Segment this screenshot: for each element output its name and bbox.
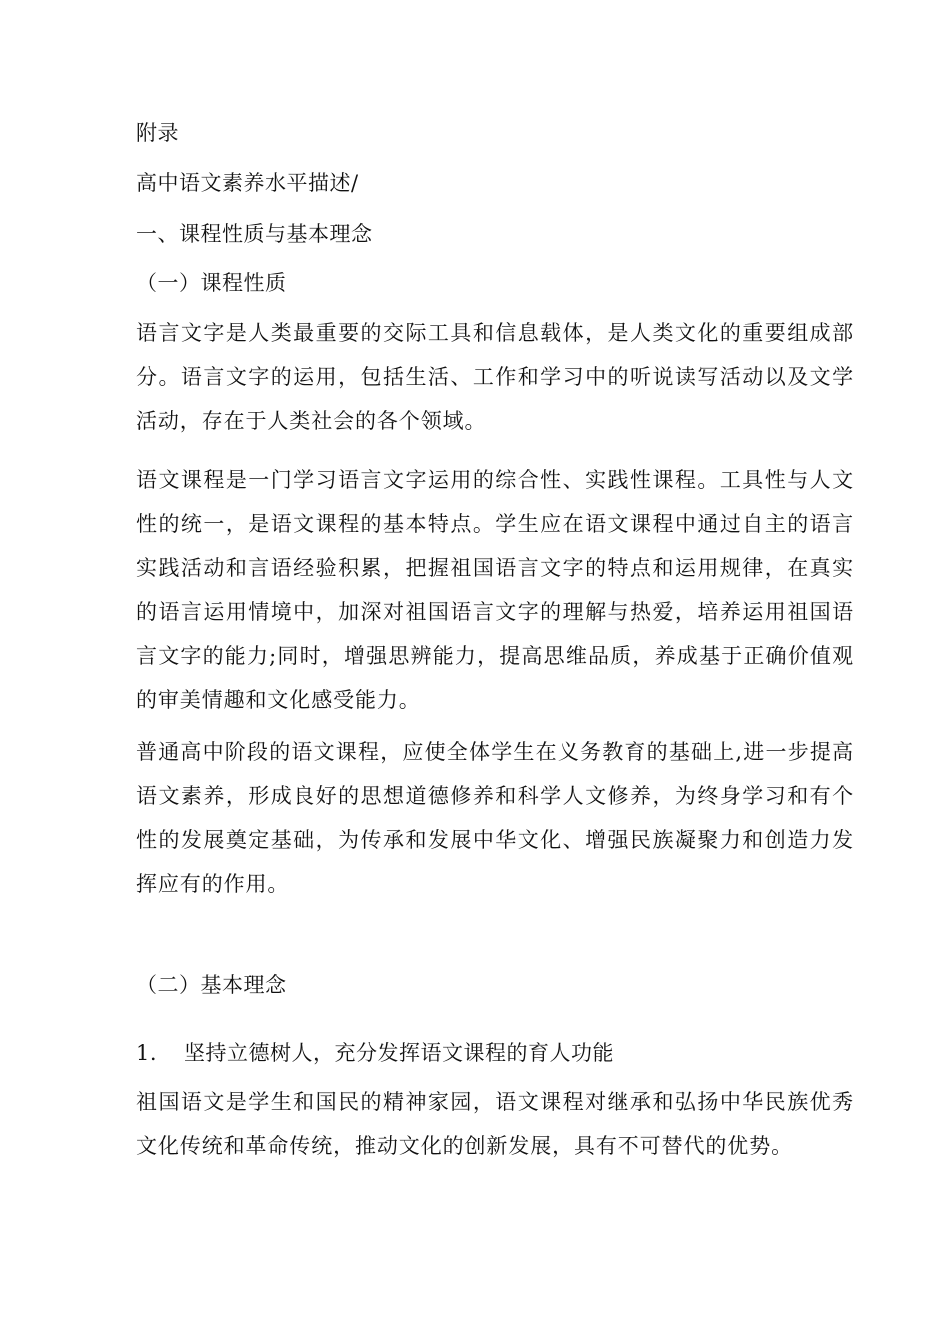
paragraph-2: [136, 458, 854, 722]
subsection-heading-concept: （二）基本理念: [136, 973, 287, 997]
appendix-label: 附录: [136, 121, 179, 145]
paragraph-4: [136, 1080, 854, 1168]
paragraph-1: [136, 311, 854, 443]
paragraph-3-text: 普通高中阶段的语文课程，应使全体学生在义务教育的基础上,进一步提高语文素养，形成良好的思想道德修养和科学人文修养，为终身学习和有个性的发展奠定基础，为传承和发展中华文化、增强民族凝聚力和创造力发挥应有的作用。: [136, 740, 854, 896]
paragraph-3: [136, 730, 854, 906]
item-text: 坚持立德树人，充分发挥语文课程的育人功能: [184, 1041, 614, 1065]
paragraph-4-text: 祖国语文是学生和国民的精神家园，语文课程对继承和弘扬中华民族优秀文化传统和革命传统，推动文化的创新发展，具有不可替代的优势。: [136, 1090, 854, 1158]
paragraph-2-text: 语文课程是一门学习语言文字运用的综合性、实践性课程。工具性与人文性的统一，是语文课程的基本特点。学生应在语文课程中通过自主的语言实践活动和言语经验积累，把握祖国语言文字的特点和运用规律，在真实的语言运用情境中，加深对祖国语言文字的理解与热爱，培养运用祖国语言文字的能力;同时，增强思辨能力，提高思维品质，养成基于正确价值观的审美情趣和文化感受能力。: [136, 468, 854, 712]
numbered-item-1: [136, 1038, 614, 1068]
item-number: 1.: [136, 1041, 158, 1065]
subtitle: 高中语文素养水平描述/: [136, 171, 359, 195]
subsection-heading-nature: （一）课程性质: [136, 271, 287, 295]
section-heading: 一、课程性质与基本理念: [136, 222, 373, 246]
paragraph-1-text: 语言文字是人类最重要的交际工具和信息载体，是人类文化的重要组成部分。语言文字的运用，包括生活、工作和学习中的听说读写活动以及文学活动，存在于人类社会的各个领域。: [136, 321, 854, 433]
